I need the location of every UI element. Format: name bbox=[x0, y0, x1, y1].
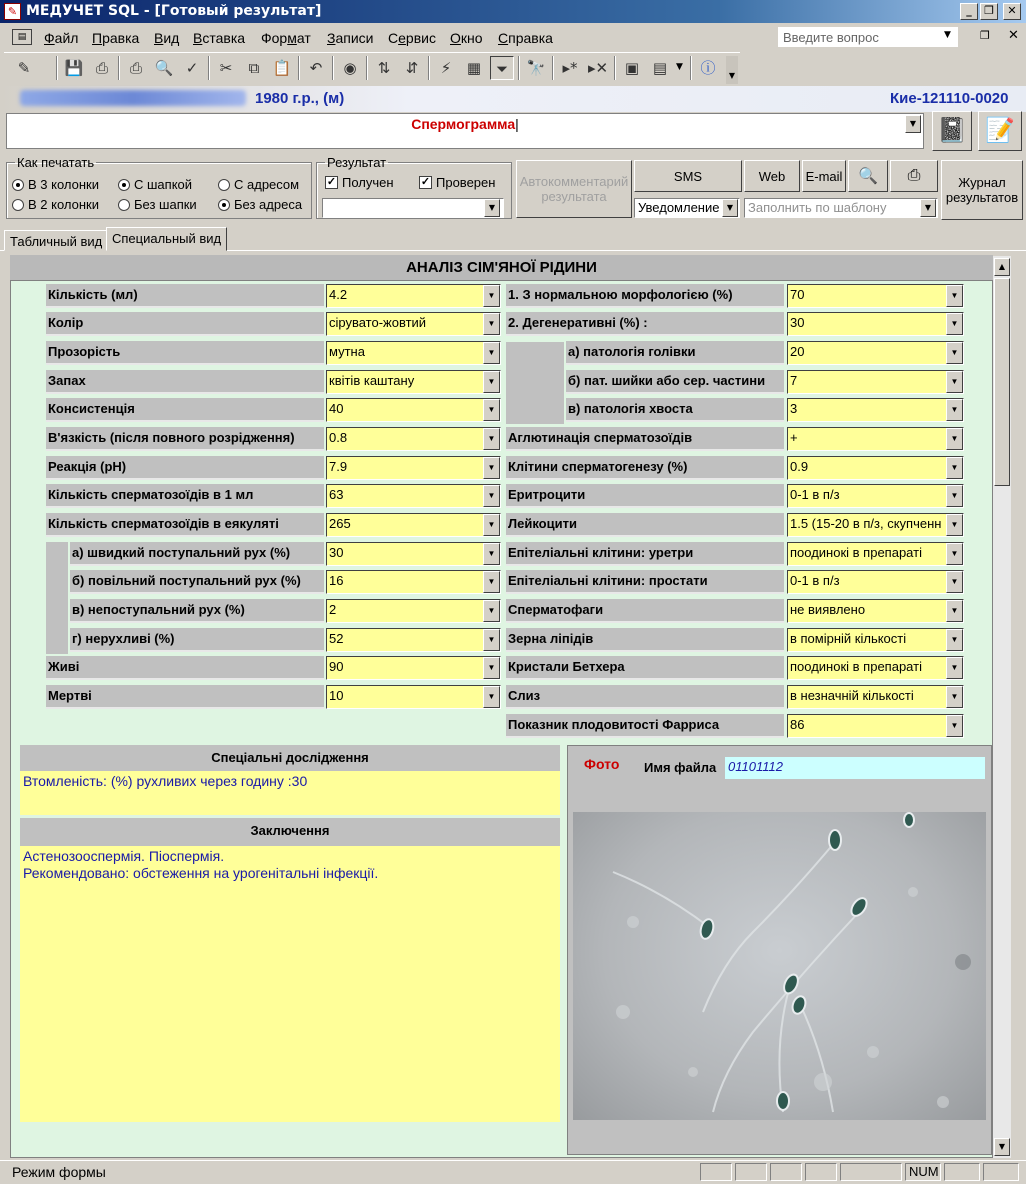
field-label: в) патологія хвоста bbox=[566, 398, 784, 422]
menu-accelerator: П bbox=[92, 30, 103, 46]
menu-item-0[interactable] bbox=[44, 30, 78, 46]
field-value-combo[interactable] bbox=[787, 398, 964, 422]
journal-button[interactable] bbox=[941, 160, 1023, 220]
checkbox-checked[interactable] bbox=[419, 175, 495, 190]
field-value: 16 bbox=[329, 573, 344, 588]
field-label: а) швидкий поступальний рух (%) bbox=[70, 542, 324, 566]
filter-form-icon[interactable]: ▦ bbox=[466, 59, 482, 77]
field-value: 3 bbox=[790, 401, 798, 416]
field-label: Кількість сперматозоїдів в 1 мл bbox=[46, 484, 324, 508]
field-label: Запах bbox=[46, 370, 324, 394]
conclusion-line: Рекомендовано: обстеження на урогенітальні інфекції. bbox=[23, 865, 379, 881]
radio-with-address[interactable] bbox=[218, 177, 299, 192]
dropdown-arrow-icon[interactable]: ▼ bbox=[946, 543, 963, 565]
paste-icon[interactable]: 📋 bbox=[272, 59, 292, 77]
field-label: Сперматофаги bbox=[506, 599, 784, 623]
web-icon[interactable]: ◉ bbox=[343, 59, 357, 77]
email-button[interactable] bbox=[802, 160, 846, 192]
radio-no-address[interactable] bbox=[218, 197, 302, 212]
dropdown-arrow-icon[interactable]: ▼ bbox=[946, 629, 963, 651]
radio-label: С шапкой bbox=[134, 177, 193, 192]
microscopy-photo bbox=[573, 812, 986, 1120]
field-value: 10 bbox=[329, 688, 344, 703]
field-value-combo[interactable] bbox=[326, 370, 501, 394]
radio-label: В 3 колонки bbox=[28, 177, 99, 192]
tab-label: Специальный вид bbox=[112, 231, 222, 246]
checkbox-received[interactable] bbox=[325, 175, 394, 190]
radio-icon bbox=[218, 179, 230, 191]
field-value: 30 bbox=[790, 315, 805, 330]
field-value: 0-1 в п/з bbox=[790, 487, 840, 502]
motility-group-marker bbox=[46, 542, 68, 654]
field-value-combo[interactable] bbox=[326, 542, 501, 566]
field-label: Епітеліальні клітини: уретри bbox=[506, 542, 784, 566]
menu-accelerator: В bbox=[193, 30, 203, 46]
toolbar-separator bbox=[118, 56, 120, 80]
field-value: 7.9 bbox=[329, 459, 348, 474]
field-value-combo[interactable] bbox=[787, 685, 964, 709]
field-label: а) патологія голівки bbox=[566, 341, 784, 365]
scroll-up-icon[interactable]: ▲ bbox=[994, 258, 1010, 276]
close-button[interactable]: ✕ bbox=[1003, 3, 1021, 20]
radio-icon bbox=[12, 199, 24, 211]
help-icon[interactable]: ⓘ bbox=[700, 59, 716, 77]
toolbar-separator bbox=[366, 56, 368, 80]
radio-icon bbox=[12, 179, 24, 191]
microscopy-image bbox=[573, 812, 986, 1120]
field-value-combo[interactable] bbox=[326, 284, 501, 308]
field-value: 265 bbox=[329, 516, 351, 531]
field-value: в помірній кількості bbox=[790, 631, 907, 646]
dropdown-arrow-icon[interactable]: ▼ bbox=[946, 686, 963, 708]
field-label: Клітини сперматогенезу (%) bbox=[506, 456, 784, 480]
field-value-combo[interactable] bbox=[326, 513, 501, 537]
field-value: 7 bbox=[790, 373, 798, 388]
dropdown-arrow-icon[interactable]: ▼ bbox=[483, 543, 500, 565]
field-value-combo[interactable] bbox=[787, 542, 964, 566]
cut-icon[interactable]: ✂ bbox=[219, 59, 233, 77]
filter-selection-icon[interactable]: ⚡ bbox=[440, 59, 452, 77]
dropdown-arrow-icon[interactable]: ▼ bbox=[946, 485, 963, 507]
print-preview-icon[interactable]: 🔍 bbox=[154, 59, 174, 77]
toolbar-separator bbox=[56, 56, 58, 80]
sort-ascending-icon[interactable]: ⇅ bbox=[377, 59, 391, 77]
field-value-combo[interactable] bbox=[326, 484, 501, 508]
special-research-text[interactable] bbox=[20, 771, 560, 815]
dropdown-arrow-icon[interactable]: ▼ bbox=[946, 600, 963, 622]
field-value-combo[interactable] bbox=[326, 599, 501, 623]
dropdown-arrow-icon[interactable]: ▼ bbox=[946, 571, 963, 593]
field-value-combo[interactable] bbox=[787, 341, 964, 365]
status-cell bbox=[735, 1163, 767, 1181]
toolbar-separator bbox=[552, 56, 554, 80]
filter-icon[interactable]: ⏷ bbox=[490, 56, 514, 80]
field-label: 1. З нормальною морфологією (%) bbox=[506, 284, 784, 308]
find-icon[interactable]: 🔭 bbox=[526, 59, 546, 77]
radio-label: Без адреса bbox=[234, 197, 303, 212]
result-legend: Результат bbox=[327, 155, 387, 170]
field-value: 0-1 в п/з bbox=[790, 573, 840, 588]
menu-item-6[interactable] bbox=[388, 30, 436, 46]
field-value: 30 bbox=[329, 545, 344, 560]
field-value-combo[interactable] bbox=[326, 685, 501, 709]
template-value: Заполнить по шаблону bbox=[748, 200, 887, 215]
field-value-combo[interactable] bbox=[787, 370, 964, 394]
checkbox-label: Проверен bbox=[436, 175, 496, 190]
field-value: 1.5 (15-20 в п/з, скупченн bbox=[790, 516, 942, 531]
database-window-icon[interactable]: ▣ bbox=[624, 59, 640, 77]
field-label: г) нерухливі (%) bbox=[70, 628, 324, 652]
result-combo[interactable] bbox=[322, 198, 504, 218]
field-label: Епітеліальні клітини: простати bbox=[506, 570, 784, 594]
status-cell bbox=[770, 1163, 802, 1181]
status-cell bbox=[983, 1163, 1019, 1181]
test-name-field[interactable]: Спермограмма| bbox=[6, 113, 924, 149]
patient-name-blurred bbox=[20, 90, 246, 106]
checkbox-icon: ✓ bbox=[326, 176, 337, 188]
field-label: б) пат. шийки або сер. частини bbox=[566, 370, 784, 394]
menu-label-part: ид bbox=[163, 30, 180, 46]
doc-restore-icon[interactable]: ❐ bbox=[980, 29, 990, 42]
field-value-combo[interactable] bbox=[787, 312, 964, 336]
field-value-combo[interactable] bbox=[787, 628, 964, 652]
field-label: В'язкість (після повного розрідження) bbox=[46, 427, 324, 451]
field-value-combo[interactable] bbox=[787, 513, 964, 537]
journal-label: Журнал результатов bbox=[945, 175, 1019, 205]
radio-label: С адресом bbox=[234, 177, 300, 192]
status-cell bbox=[840, 1163, 902, 1181]
menu-label-part: равка bbox=[102, 30, 140, 46]
conclusion-text[interactable] bbox=[20, 846, 560, 1122]
new-record-icon[interactable]: ▸* bbox=[562, 59, 578, 77]
tab-special-view[interactable] bbox=[106, 227, 227, 251]
title-bar bbox=[0, 0, 1026, 23]
save-icon[interactable]: 💾 bbox=[64, 59, 84, 77]
section-title: АНАЛІЗ СІМ'ЯНОЇ РІДИНИ bbox=[10, 255, 993, 281]
autocomment-button[interactable] bbox=[516, 160, 632, 218]
delete-record-icon[interactable]: ▸✕ bbox=[587, 59, 609, 77]
dropdown-arrow-icon[interactable]: ▼ bbox=[483, 600, 500, 622]
field-value: сірувато-жовтий bbox=[329, 315, 427, 330]
radio-icon bbox=[118, 179, 130, 191]
conclusion-line: Астенозооспермія. Піоспермія. bbox=[23, 848, 225, 864]
notification-dropdown-icon[interactable]: ▼ bbox=[722, 199, 738, 217]
field-value: квітів каштану bbox=[329, 373, 415, 388]
degenerative-group-marker bbox=[506, 342, 564, 424]
field-value-combo[interactable] bbox=[787, 656, 964, 680]
field-value-combo[interactable] bbox=[326, 628, 501, 652]
status-mode: Режим формы bbox=[12, 1164, 106, 1180]
field-label: Реакція (pH) bbox=[46, 456, 324, 480]
menu-accelerator: С bbox=[498, 30, 509, 46]
sms-label: SMS bbox=[673, 168, 703, 184]
checkbox-label: Получен bbox=[342, 175, 394, 190]
scroll-down-icon[interactable]: ▼ bbox=[994, 1138, 1010, 1156]
field-value-combo[interactable] bbox=[787, 599, 964, 623]
minimize-button[interactable]: _ bbox=[960, 3, 978, 20]
field-label: 2. Дегенеративні (%) : bbox=[506, 312, 784, 336]
field-label: в) непоступальний рух (%) bbox=[70, 599, 324, 623]
toolbar-separator bbox=[428, 56, 430, 80]
field-label: Кількість сперматозоїдів в еякуляті bbox=[46, 513, 324, 537]
preview-icon[interactable]: 🔍 bbox=[848, 160, 888, 192]
field-value: 0.8 bbox=[329, 430, 348, 445]
menu-item-5[interactable] bbox=[327, 30, 373, 46]
field-value-combo[interactable] bbox=[326, 341, 501, 365]
dropdown-arrow-icon[interactable]: ▼ bbox=[483, 571, 500, 593]
tab-table-view[interactable] bbox=[4, 230, 108, 251]
menu-label-part: кно bbox=[460, 30, 483, 46]
dropdown-arrow-icon[interactable]: ▼ bbox=[483, 285, 500, 307]
result-combo-dropdown-icon[interactable]: ▼ bbox=[484, 199, 500, 217]
field-value-combo[interactable] bbox=[326, 456, 501, 480]
app-icon[interactable]: ✎ bbox=[4, 3, 21, 20]
special-research-header: Спеціальні дослідження bbox=[20, 745, 560, 771]
toolbar-separator bbox=[208, 56, 210, 80]
field-label: Колір bbox=[46, 312, 324, 336]
dropdown-arrow-icon[interactable]: ▼ bbox=[946, 371, 963, 393]
dropdown-arrow-icon[interactable]: ▼ bbox=[483, 342, 500, 364]
dropdown-arrow-icon[interactable]: ▼ bbox=[946, 313, 963, 335]
menu-accelerator: В bbox=[154, 30, 164, 46]
field-label: Прозорість bbox=[46, 341, 324, 365]
sort-descending-icon[interactable]: ⇵ bbox=[405, 59, 419, 77]
search-doc-icon[interactable]: ⎙ bbox=[95, 59, 108, 77]
patient-record-id: Кие-121110-0020 bbox=[890, 90, 1009, 107]
menu-label-part: айл bbox=[54, 30, 79, 46]
new-object-dropdown-icon[interactable]: ▼ bbox=[676, 62, 683, 72]
file-name-value: 01101112 bbox=[728, 759, 783, 774]
field-label: Мертві bbox=[46, 685, 324, 709]
dropdown-arrow-icon[interactable]: ▼ bbox=[483, 399, 500, 421]
dropdown-arrow-icon[interactable]: ▼ bbox=[483, 485, 500, 507]
dropdown-arrow-icon[interactable]: ▼ bbox=[946, 715, 963, 737]
dropdown-arrow-icon[interactable]: ▼ bbox=[483, 657, 500, 679]
menu-label-part: С bbox=[388, 30, 399, 46]
dropdown-arrow-icon[interactable]: ▼ bbox=[946, 399, 963, 421]
test-name-dropdown-icon[interactable]: ▼ bbox=[905, 115, 921, 133]
menu-item-2[interactable] bbox=[154, 30, 179, 46]
menu-accelerator: м bbox=[287, 30, 297, 46]
status-cell bbox=[700, 1163, 732, 1181]
field-value-combo[interactable] bbox=[326, 427, 501, 451]
doc-close-icon[interactable]: ✕ bbox=[1008, 28, 1019, 43]
field-value-combo[interactable] bbox=[326, 312, 501, 336]
menu-label-part: Фор bbox=[261, 30, 288, 46]
new-object-icon[interactable]: ▤ bbox=[652, 59, 668, 77]
notebook-icon[interactable]: 📓 bbox=[932, 111, 972, 151]
radio-3-columns[interactable] bbox=[12, 177, 99, 192]
field-value-combo[interactable] bbox=[326, 570, 501, 594]
dropdown-arrow-icon[interactable]: ▼ bbox=[483, 514, 500, 536]
field-value: 63 bbox=[329, 487, 344, 502]
menu-accelerator: Ф bbox=[44, 30, 55, 46]
menu-label-part: аписи bbox=[335, 30, 374, 46]
field-value-combo[interactable] bbox=[787, 284, 964, 308]
help-search-input[interactable] bbox=[778, 27, 958, 47]
dropdown-arrow-icon[interactable]: ▼ bbox=[483, 371, 500, 393]
status-cell bbox=[944, 1163, 980, 1181]
dropdown-arrow-icon[interactable]: ▼ bbox=[946, 342, 963, 364]
menu-label-part: ат bbox=[296, 30, 311, 46]
dropdown-arrow-icon[interactable]: ▼ bbox=[946, 457, 963, 479]
radio-no-header[interactable] bbox=[118, 197, 197, 212]
checkbox-icon: ✓ bbox=[420, 176, 431, 188]
photo-label: Фото bbox=[584, 756, 620, 772]
field-value-combo[interactable] bbox=[787, 456, 964, 480]
scroll-thumb[interactable] bbox=[994, 278, 1010, 486]
menu-item-3[interactable] bbox=[193, 30, 245, 46]
toolbar-separator bbox=[518, 56, 520, 80]
sms-button[interactable] bbox=[634, 160, 742, 192]
design-view-icon[interactable]: ✎ bbox=[17, 59, 31, 77]
radio-2-columns[interactable] bbox=[12, 197, 99, 212]
autocomment-label: Автокомментарий результата bbox=[519, 174, 629, 204]
menu-item-1[interactable] bbox=[92, 30, 139, 46]
undo-icon[interactable]: ↶ bbox=[309, 59, 323, 77]
radio-label: В 2 колонки bbox=[28, 197, 99, 212]
field-value: 0.9 bbox=[790, 459, 809, 474]
help-placeholder: Введите вопрос bbox=[783, 30, 879, 45]
radio-label: Без шапки bbox=[134, 197, 197, 212]
menu-accelerator: е bbox=[398, 30, 406, 46]
conclusion-header: Заключення bbox=[20, 818, 560, 846]
menu-label-part: правка bbox=[508, 30, 553, 46]
edit-document-icon[interactable]: 📝 bbox=[978, 111, 1022, 151]
dropdown-arrow-icon[interactable]: ▼ bbox=[946, 514, 963, 536]
field-value-combo[interactable] bbox=[787, 484, 964, 508]
field-value: 4.2 bbox=[329, 287, 348, 302]
menu-item-7[interactable] bbox=[450, 30, 483, 46]
field-value: 2 bbox=[329, 602, 337, 617]
print-icon[interactable]: ⎙ bbox=[129, 59, 142, 77]
field-value: 90 bbox=[329, 659, 344, 674]
print-button-icon[interactable]: ⎙ bbox=[890, 160, 938, 192]
field-label: б) повільний поступальний рух (%) bbox=[70, 570, 324, 594]
dropdown-arrow-icon[interactable]: ▼ bbox=[483, 457, 500, 479]
menu-item-4[interactable] bbox=[261, 30, 311, 46]
field-label: Зерна ліпідів bbox=[506, 628, 784, 652]
menu-label-part: рвис bbox=[405, 30, 436, 46]
field-label: Кристали Бетхера bbox=[506, 656, 784, 680]
field-value: + bbox=[790, 430, 798, 445]
notification-value: Уведомление bbox=[638, 200, 720, 215]
status-num: NUM bbox=[905, 1163, 941, 1181]
copy-icon[interactable]: ⧉ bbox=[248, 59, 260, 77]
dropdown-arrow-icon[interactable]: ▼ bbox=[483, 313, 500, 335]
field-value-combo[interactable] bbox=[787, 714, 964, 738]
status-cell bbox=[805, 1163, 837, 1181]
radio-with-header[interactable] bbox=[118, 177, 192, 192]
toolbar-separator bbox=[690, 56, 692, 80]
dropdown-arrow-icon[interactable]: ▼ bbox=[483, 686, 500, 708]
field-value-combo[interactable] bbox=[787, 427, 964, 451]
field-label: Слиз bbox=[506, 685, 784, 709]
field-label: Кількість (мл) bbox=[46, 284, 324, 308]
tab-label: Табличный вид bbox=[10, 234, 103, 249]
spellcheck-icon[interactable]: ✓ bbox=[185, 59, 199, 77]
menu-label-part: ставка bbox=[202, 30, 246, 46]
dropdown-arrow-icon[interactable]: ▼ bbox=[483, 428, 500, 450]
field-label: Лейкоцити bbox=[506, 513, 784, 537]
toolbar-separator bbox=[614, 56, 616, 80]
field-value: 40 bbox=[329, 401, 344, 416]
toolbar-separator bbox=[298, 56, 300, 80]
restore-button[interactable]: ❐ bbox=[980, 3, 998, 20]
help-dropdown-icon[interactable]: ▼ bbox=[944, 30, 951, 40]
menu-item-8[interactable] bbox=[498, 30, 553, 46]
field-label: Консистенція bbox=[46, 398, 324, 422]
web-label: Web bbox=[758, 168, 786, 184]
field-label: Аглютинація сперматозоїдів bbox=[506, 427, 784, 451]
field-value-combo[interactable] bbox=[787, 570, 964, 594]
field-value: 70 bbox=[790, 287, 805, 302]
template-dropdown-icon[interactable]: ▼ bbox=[920, 199, 936, 217]
dropdown-arrow-icon[interactable]: ▼ bbox=[483, 629, 500, 651]
file-name-label: Имя файла bbox=[644, 760, 717, 775]
dropdown-arrow-icon[interactable]: ▼ bbox=[946, 428, 963, 450]
field-label: Еритроцити bbox=[506, 484, 784, 508]
field-value: не виявлено bbox=[790, 602, 866, 617]
field-value: 20 bbox=[790, 344, 805, 359]
field-value: 86 bbox=[790, 717, 805, 732]
menu-accelerator: О bbox=[450, 30, 461, 46]
field-value-combo[interactable] bbox=[326, 398, 501, 422]
field-label: Показник плодовитості Фарриса bbox=[506, 714, 784, 738]
field-label: Живі bbox=[46, 656, 324, 680]
test-name: Спермограмма bbox=[411, 116, 516, 132]
special-research-value: Втомленість: (%) рухливих через годину :30 bbox=[23, 773, 308, 789]
window-title: МЕДУЧЕТ SQL - [Готовый результат] bbox=[26, 3, 322, 19]
email-label: E-mail bbox=[805, 168, 843, 184]
template-combo[interactable] bbox=[744, 198, 938, 218]
form-icon[interactable]: ▤ bbox=[12, 29, 32, 45]
field-value: мутна bbox=[329, 344, 365, 359]
web-button[interactable] bbox=[744, 160, 800, 192]
toolbar-separator bbox=[332, 56, 334, 80]
field-value: 52 bbox=[329, 631, 344, 646]
dropdown-arrow-icon[interactable]: ▼ bbox=[946, 285, 963, 307]
radio-icon bbox=[218, 199, 230, 211]
field-value: поодинокі в препараті bbox=[790, 659, 922, 674]
toolbar-options-icon[interactable]: ▼ bbox=[726, 56, 738, 84]
menu-accelerator: З bbox=[327, 30, 336, 46]
field-value: в незначній кількості bbox=[790, 688, 914, 703]
dropdown-arrow-icon[interactable]: ▼ bbox=[946, 657, 963, 679]
file-name-field[interactable] bbox=[725, 757, 985, 779]
print-options-legend: Как печатать bbox=[17, 155, 95, 170]
field-value-combo[interactable] bbox=[326, 656, 501, 680]
patient-birth-year: 1980 г.р., (м) bbox=[255, 90, 345, 107]
radio-icon bbox=[118, 199, 130, 211]
field-value: поодинокі в препараті bbox=[790, 545, 922, 560]
